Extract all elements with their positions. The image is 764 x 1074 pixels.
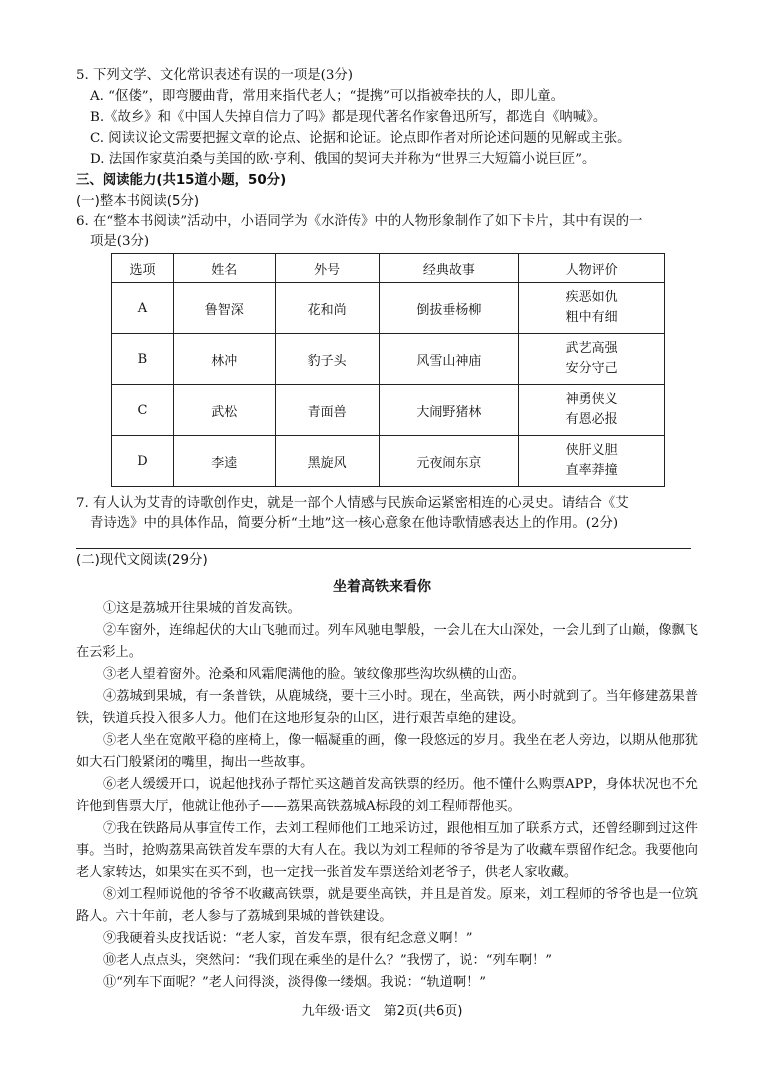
header-story: 经典故事 bbox=[379, 254, 519, 283]
article-paragraph: ⑩老人点点头，突然问：“我们现在乘坐的是什么？”我愣了，说：“列车啊！” bbox=[103, 953, 552, 968]
article-paragraph: ⑤老人坐在宽敞平稳的座椅上，像一幅凝重的画，像一段悠远的岁月。我坐在老人旁边，以期从他那犹如大石门般紧闭的嘴里，掏出一些故事。 bbox=[76, 733, 698, 770]
header-option: 选项 bbox=[112, 254, 174, 283]
article-paragraph: ⑥老人缓缓开口，说起他找孙子帮忙买这趟首发高铁票的经历。他不懂什么购票APP，身体状况也不允许他到售票大厅，他就让他孙子——荔果高铁荔城A标段的刘工程师帮他买。 bbox=[76, 777, 698, 814]
q5-option-b: B.《故乡》和《中国人失掉自信力了吗》都是现代著名作家鲁迅所写，都选自《呐喊》。 bbox=[90, 110, 607, 125]
evaluation-line: 有恩必报 bbox=[565, 412, 618, 427]
table-row bbox=[112, 283, 665, 334]
evaluation-line: 侠肝义胆 bbox=[565, 443, 618, 458]
table-header-row bbox=[112, 254, 665, 283]
cell-option: D bbox=[112, 436, 174, 487]
cell-evaluation bbox=[519, 334, 665, 385]
article-paragraph: ⑦我在铁路局从事宣传工作，去刘工程师他们工地采访过，跟他相互加了联系方式，还曾经聊到过这件事。当时，抢购荔果高铁首发车票的大有人在。我以为刘工程师的爷爷是为了收藏车票留作纪念。我要他向老人家转达，如果实在买不到，也一定找一张首发车票送给刘老爷子，供老人家收藏。 bbox=[76, 821, 698, 880]
header-nickname: 外号 bbox=[275, 254, 379, 283]
cell-nickname: 青面兽 bbox=[275, 385, 379, 436]
q6-stem-line1: 6. 在“整本书阅读”活动中，小语同学为《水浒传》中的人物形象制作了如下卡片，其中有误的一 bbox=[76, 214, 643, 229]
section-divider bbox=[76, 548, 691, 549]
header-name: 姓名 bbox=[173, 254, 275, 283]
evaluation-line: 粗中有细 bbox=[565, 310, 618, 325]
cell-story: 大闹野猪林 bbox=[379, 385, 519, 436]
evaluation-line: 神勇侠义 bbox=[565, 392, 618, 407]
table-row bbox=[112, 334, 665, 385]
article-paragraph: ⑧刘工程师说他的爷爷不收藏高铁票，就是要坐高铁，并且是首发。原来，刘工程师的爷爷也是一位筑路人。六十年前，老人参与了荔城到果城的普铁建设。 bbox=[76, 887, 698, 924]
q5-stem: 5. 下列文学、文化常识表述有误的一项是(3分) bbox=[76, 68, 354, 83]
cell-nickname: 豹子头 bbox=[275, 334, 379, 385]
cell-option: B bbox=[112, 334, 174, 385]
cell-story: 元夜闹东京 bbox=[379, 436, 519, 487]
evaluation-line: 安分守己 bbox=[565, 361, 618, 376]
cell-story: 风雪山神庙 bbox=[379, 334, 519, 385]
article-paragraph: ⑨我硬着头皮找话说：“老人家，首发车票，很有纪念意义啊！” bbox=[103, 931, 473, 946]
article-paragraph: ⑪“列车下面呢？”老人问得淡，淡得像一缕烟。我说：“轨道啊！” bbox=[103, 975, 487, 990]
cell-nickname: 花和尚 bbox=[275, 283, 379, 334]
q7-stem-line1: 7. 有人认为艾青的诗歌创作史，就是一部个人情感与民族命运紧密相连的心灵史。请结合《艾 bbox=[76, 496, 629, 511]
cell-option: A bbox=[112, 283, 174, 334]
section-heading: 三、阅读能力(共15道小题，50分) bbox=[76, 173, 287, 188]
table-row bbox=[112, 385, 665, 436]
article-paragraph: ②车窗外，连绵起伏的大山飞驰而过。列车风驰电掣般，一会儿在大山深处，一会儿到了山巅，像飘飞在云彩上。 bbox=[76, 623, 698, 660]
evaluation-line: 疾恶如仇 bbox=[565, 290, 618, 305]
subsection-heading-1: (一)整本书阅读(5分) bbox=[76, 194, 200, 209]
cell-story: 倒拔垂杨柳 bbox=[379, 283, 519, 334]
table-row bbox=[112, 436, 665, 487]
character-card-table bbox=[111, 253, 665, 487]
q5-option-d: D. 法国作家莫泊桑与美国的欧·亨利、俄国的契诃夫并称为“世界三大短篇小说巨匠”。 bbox=[90, 152, 596, 167]
cell-evaluation bbox=[519, 385, 665, 436]
article-paragraph: ①这是荔城开往果城的首发高铁。 bbox=[103, 601, 301, 616]
cell-name: 鲁智深 bbox=[173, 283, 275, 334]
q6-stem-line2: 项是(3分) bbox=[90, 234, 150, 249]
cell-name: 林冲 bbox=[173, 334, 275, 385]
cell-option: C bbox=[112, 385, 174, 436]
article-title: 坐着高铁来看你 bbox=[333, 579, 431, 595]
cell-name: 李逵 bbox=[173, 436, 275, 487]
page-footer: 九年级·语文 第2页(共6页) bbox=[301, 1004, 463, 1019]
cell-evaluation bbox=[519, 283, 665, 334]
cell-name: 武松 bbox=[173, 385, 275, 436]
evaluation-line: 武艺高强 bbox=[565, 341, 618, 356]
q5-option-c: C. 阅读议论文需要把握文章的论点、论据和论证。论点即作者对所论述问题的见解或主张。 bbox=[90, 131, 631, 146]
q7-stem-line2: 青诗选》中的具体作品，简要分析“土地”这一核心意象在他诗歌情感表达上的作用。(2分) bbox=[90, 516, 619, 531]
article-paragraph: ④荔城到果城，有一条普铁，从鹿城绕，要十三小时。现在，坐高铁，两小时就到了。当年修建荔果普铁，铁道兵投入很多人力。他们在这地形复杂的山区，进行艰苦卓绝的建设。 bbox=[76, 689, 698, 726]
header-evaluation: 人物评价 bbox=[519, 254, 665, 283]
subsection-heading-2: (二)现代文阅读(29分) bbox=[76, 553, 208, 568]
cell-evaluation bbox=[519, 436, 665, 487]
evaluation-line: 直率莽撞 bbox=[565, 463, 618, 478]
q5-option-a: A. “伛偻”，即弯腰曲背，常用来指代老人；“提携”可以指被牵扶的人，即儿童。 bbox=[90, 89, 565, 104]
article-paragraph: ③老人望着窗外。沧桑和风霜爬满他的脸。皱纹像那些沟坎纵横的山峦。 bbox=[103, 667, 525, 682]
cell-nickname: 黑旋风 bbox=[275, 436, 379, 487]
